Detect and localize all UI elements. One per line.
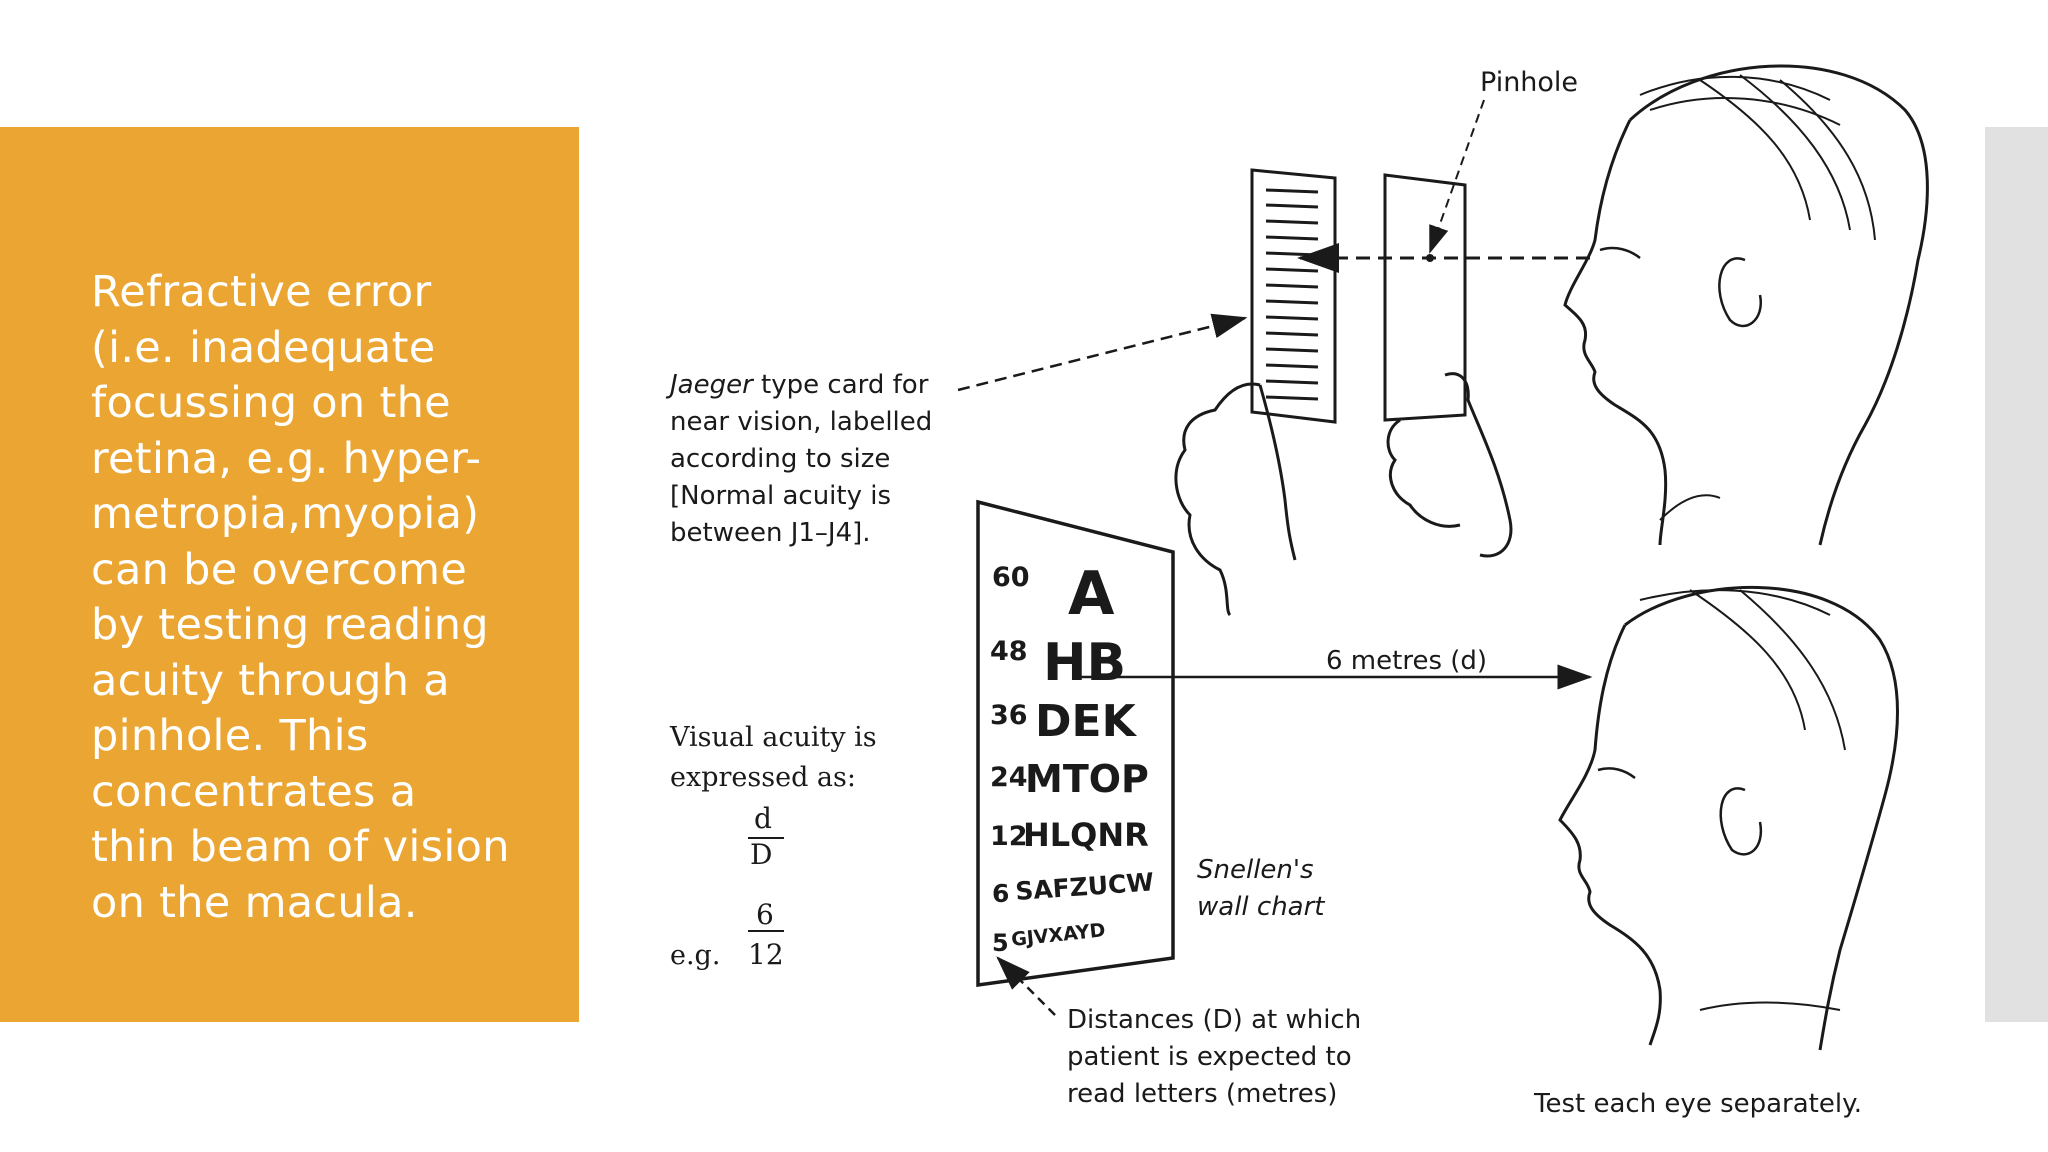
row-size: 36 [990,700,1028,731]
row-letters: HLQNR [1023,816,1149,854]
distances-note: Distances (D) at which patient is expected to read letters (metres) [1067,1005,1362,1109]
row-size: 60 [992,562,1030,593]
row-letters: A [1068,559,1115,629]
row-letters: GJVXAYD [1010,919,1107,951]
row-size: 5 [992,929,1009,957]
snellen-label: Snellen's wall chart [1197,855,1325,922]
row-size: 6 [992,879,1010,908]
panel-text: Refractive error (i.e. inadequate focussing on the retina, e.g. hyper- metropia,myopia) can be overcome by testing reading acuity through a pinhole. This concentrates a thin beam of vision on the macula. [91,267,510,928]
fraction-numerator: d [754,802,772,835]
example-numerator: 6 [756,898,774,931]
pinhole-label: Pinhole [1480,67,1579,98]
jaeger-pointer [958,318,1245,390]
row-letters: MTOP [1025,757,1149,801]
row-size: 24 [990,762,1028,793]
row-letters: HB [1043,633,1127,693]
jaeger-description: type card for near vision, labelled according to size [Normal acuity is between J1–J4]. [670,370,933,548]
head-upper [1565,66,1927,545]
jaeger-italic: Jaeger [670,370,753,400]
row-letters: SAFZUCW [1014,867,1155,906]
row-letters: DEK [1035,696,1136,747]
hand-left [1176,384,1295,615]
eg-label: e.g. [670,940,721,971]
row-size: 48 [990,636,1028,667]
test-note: Test each eye separately. [1534,1089,1863,1119]
pinhole-card [1385,175,1465,420]
jaeger-label [670,367,932,552]
jaeger-card [1252,170,1335,422]
acuity-label: Visual acuity is expressed as: [670,722,877,793]
distance-label: 6 metres (d) [1326,646,1488,676]
head-lower [1560,587,1898,1050]
example-denominator: 12 [748,938,784,971]
row-size: 12 [990,821,1028,852]
fraction-denominator: D [750,838,773,871]
